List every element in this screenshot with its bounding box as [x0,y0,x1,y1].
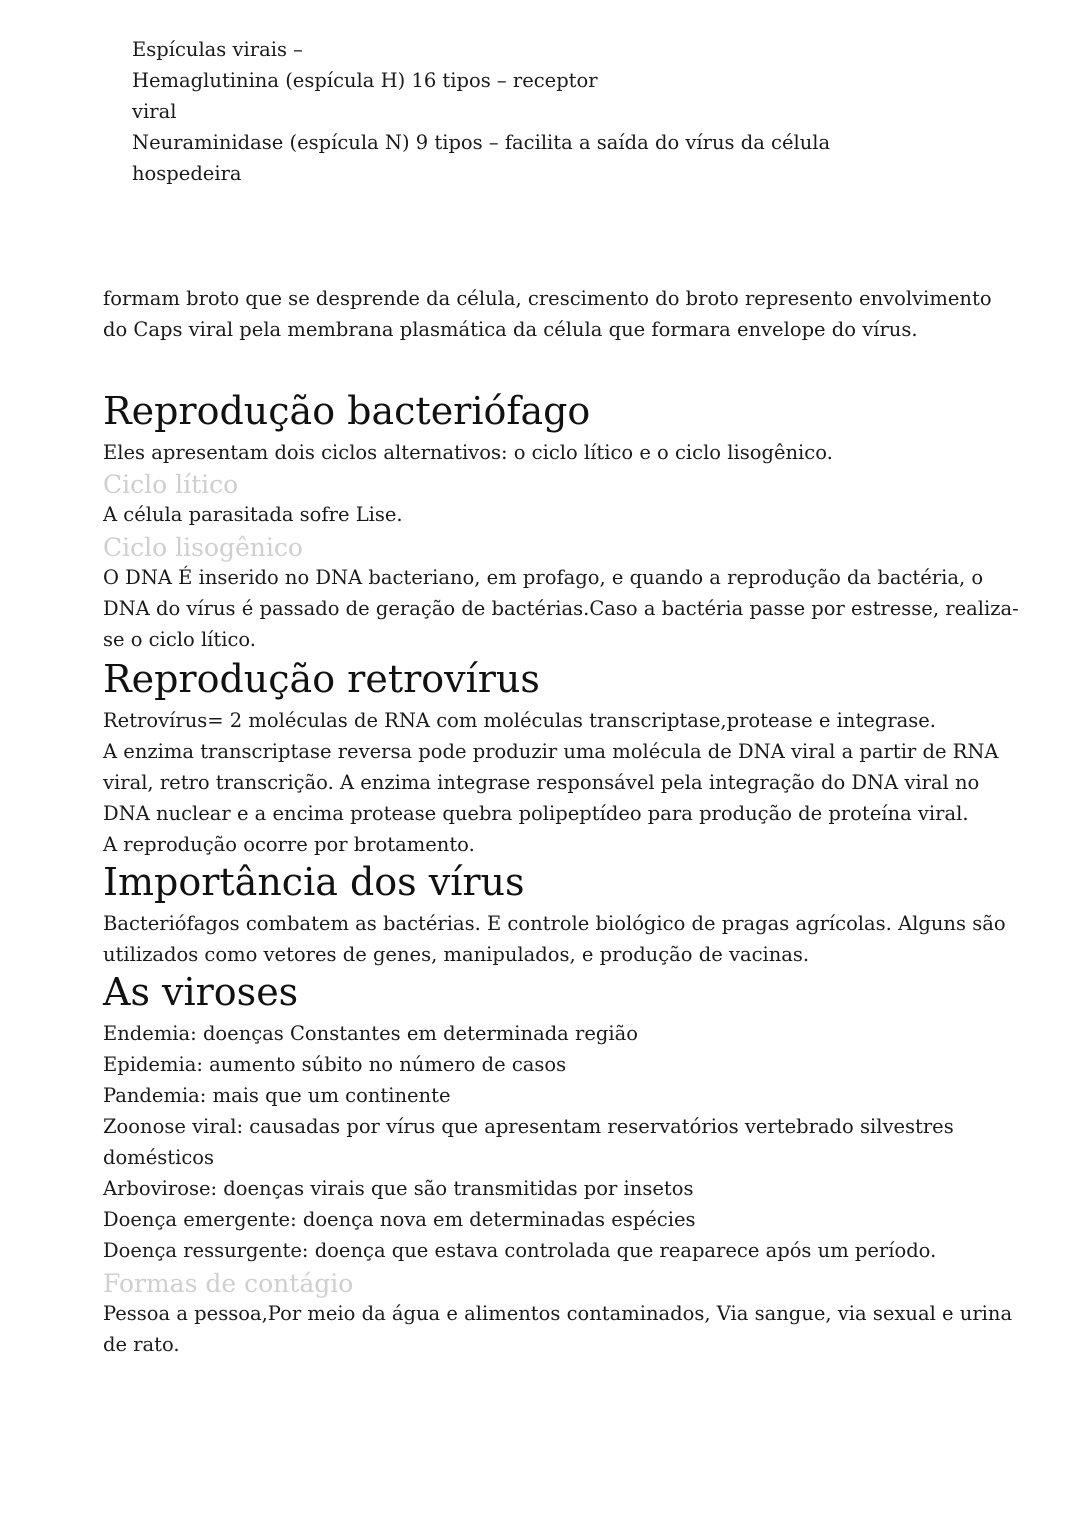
section-title-bacteriophage: Reprodução bacteriófago [103,389,591,433]
section-title-importance: Importância dos vírus [103,860,525,904]
spicules-line: Neuraminidase (espícula N) 9 tipos – facilita a saída do vírus da célula [132,131,831,154]
subsection-title-lysogenic: Ciclo lisogênico [103,533,303,562]
text-line: A célula parasitada sofre Lise. [103,503,403,526]
main-content [103,283,1019,1360]
list-item: Epidemia: aumento súbito no número de casos [103,1053,567,1076]
section-title-viroses: As viroses [103,970,299,1014]
text-line: utilizados como vetores de genes, manipulados, e produção de vacinas. [103,943,810,966]
budding-paragraph [103,283,992,345]
spicules-block [132,34,852,189]
list-item: Zoonose viral: causadas por vírus que apresentam reservatórios vertebrado silvestres [103,1115,954,1138]
list-item: Doença ressurgente: doença que estava controlada que reaparece após um período. [103,1239,937,1262]
spicules-line: hospedeira [132,162,242,185]
subsection-title-contagion: Formas de contágio [103,1269,354,1298]
list-item: Pandemia: mais que um continente [103,1084,451,1107]
list-item: Doença emergente: doença nova em determinadas espécies [103,1208,696,1231]
text-line: Bacteriófagos combatem as bactérias. E controle biológico de pragas agrícolas. Alguns são [103,912,1006,935]
lysogenic-paragraph [103,562,1019,655]
subsection-title-lytic: Ciclo lítico [103,470,239,499]
text-line: de rato. [103,1333,180,1356]
spicules-line: viral [132,100,177,123]
text-line: Pessoa a pessoa,Por meio da água e alimentos contaminados, Via sangue, via sexual e urina [103,1302,1013,1325]
list-item: domésticos [103,1146,215,1169]
viroses-list [103,1018,983,1266]
text-line: se o ciclo lítico. [103,628,257,651]
text-line: A enzima transcriptase reversa pode produzir uma molécula de DNA viral a partir de RNA [103,740,999,763]
section-title-retrovirus: Reprodução retrovírus [103,657,540,701]
spicules-line: Hemaglutinina (espícula H) 16 tipos – receptor [132,69,598,92]
text-line: do Caps viral pela membrana plasmática da célula que formara envelope do vírus. [103,318,918,341]
list-item: Endemia: doenças Constantes em determinada região [103,1022,638,1045]
text-line: O DNA É inserido no DNA bacteriano, em profago, e quando a reprodução da bactéria, o [103,566,984,589]
text-line: viral, retro transcrição. A enzima integrase responsável pela integração do DNA viral no [103,771,980,794]
lytic-paragraph [103,499,983,530]
text-line: Retrovírus= 2 moléculas de RNA com moléculas transcriptase,protease e integrase. [103,709,937,732]
contagion-paragraph [103,1298,1013,1360]
list-item: Arbovirose: doenças virais que são transmitidas por insetos [103,1177,694,1200]
retrovirus-paragraph [103,705,999,860]
spicules-line: Espículas virais – [132,38,303,61]
text-line: formam broto que se desprende da célula, crescimento do broto represento envolvimento [103,287,992,310]
importance-paragraph [103,908,1006,970]
text-line: A reprodução ocorre por brotamento. [103,833,475,856]
bacteriophage-intro [103,437,983,468]
text-line: Eles apresentam dois ciclos alternativos: o ciclo lítico e o ciclo lisogênico. [103,441,833,464]
text-line: DNA nuclear e a encima protease quebra polipeptídeo para produção de proteína viral. [103,802,969,825]
text-line: DNA do vírus é passado de geração de bactérias.Caso a bactéria passe por estresse, realiza- [103,597,1019,620]
